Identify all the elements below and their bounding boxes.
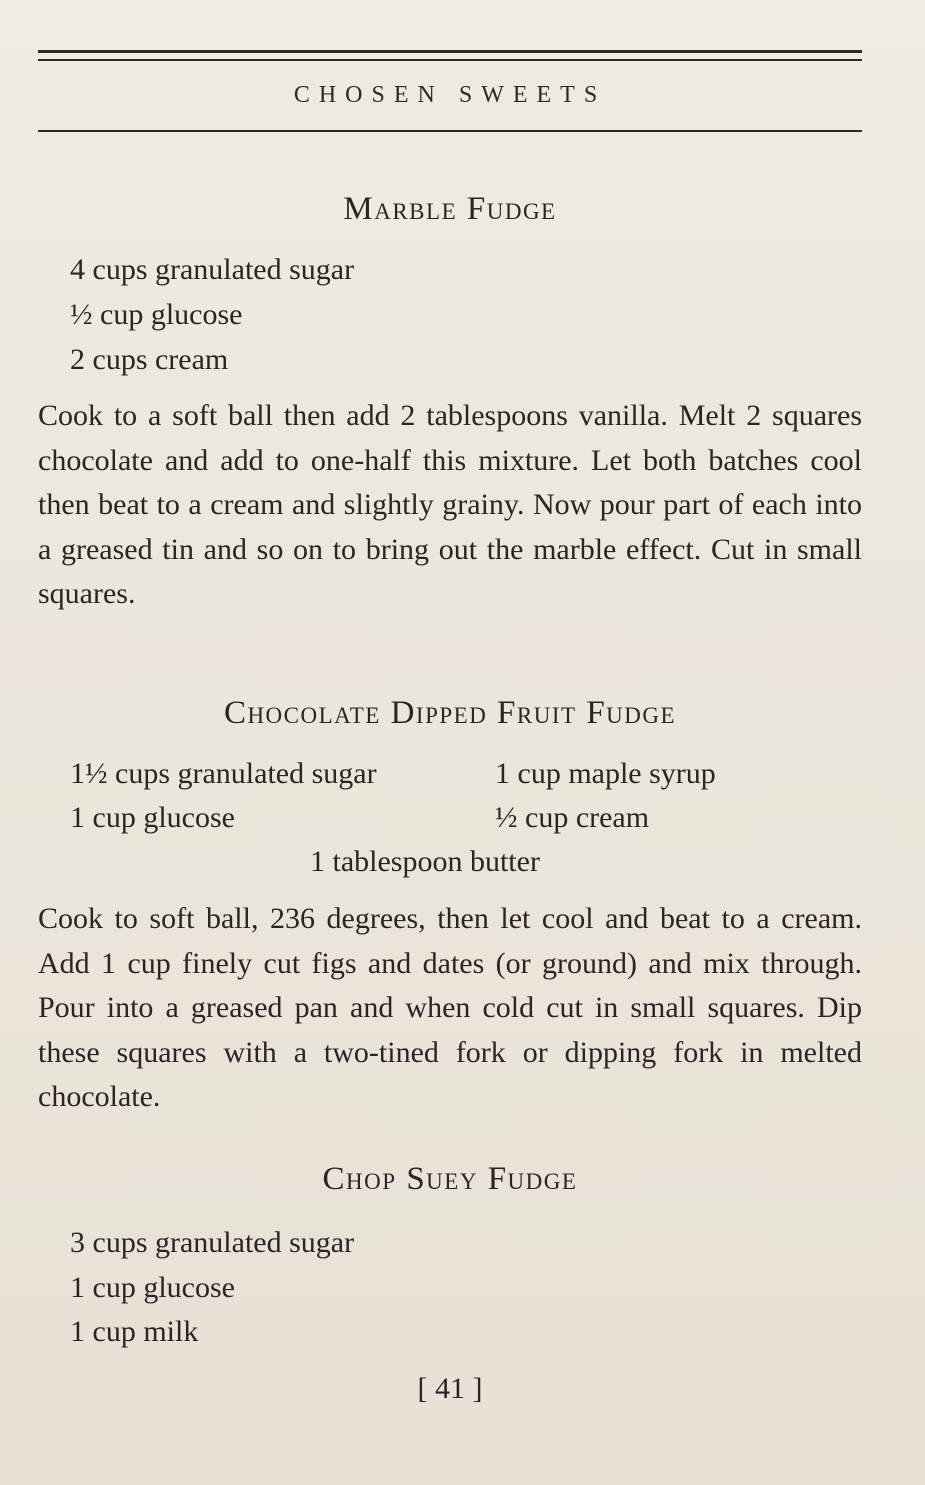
ingredient-line: 1 cup milk [70, 1315, 199, 1348]
ingredient-line: 4 cups granulated sugar [70, 253, 355, 286]
ingredient-line: ½ cup glucose [70, 298, 243, 331]
recipe-method-chocolate-dipped-fruit-fudge: Cook to soft ball, 236 degrees, then let cool and beat to a cream. Add 1 cup finely cut figs and dates (or ground) and mix through. Pour into a greased pan and when cold cut in small squares. Dip these squares with a two-tined fork or dipping fork in melted chocolate. [38, 902, 862, 1113]
header-rule [38, 130, 862, 132]
top-double-rule-upper [38, 50, 862, 53]
ingredient-line: 1 tablespoon butter [310, 845, 540, 878]
ingredient-line: 1½ cups granulated sugar [70, 757, 377, 790]
top-double-rule-lower [38, 59, 862, 61]
page-number: [ 41 ] [417, 1372, 483, 1405]
recipe-title-marble-fudge: Marble Fudge [343, 191, 557, 227]
recipe-title-chop-suey-fudge: Chop Suey Fudge [322, 1161, 578, 1197]
ingredient-line: 1 cup glucose [70, 801, 235, 834]
ingredient-line: 1 cup maple syrup [495, 757, 716, 790]
running-head: CHOSEN SWEETS [293, 82, 607, 108]
ingredient-line: 1 cup glucose [70, 1271, 235, 1304]
ingredient-line: ½ cup cream [495, 801, 650, 834]
ingredient-line: 3 cups granulated sugar [70, 1226, 355, 1259]
ingredient-line: 2 cups cream [70, 343, 229, 376]
recipe-title-chocolate-dipped-fruit-fudge: Chocolate Dipped Fruit Fudge [223, 695, 677, 731]
recipe-method-marble-fudge: Cook to a soft ball then add 2 tablespoons vanilla. Melt 2 squares chocolate and add to one-half this mixture. Let both batches cool then beat to a cream and slightly grainy. Now pour part of each into a greased tin and so on to bring out the marble effect. Cut in small squares. [38, 399, 862, 610]
